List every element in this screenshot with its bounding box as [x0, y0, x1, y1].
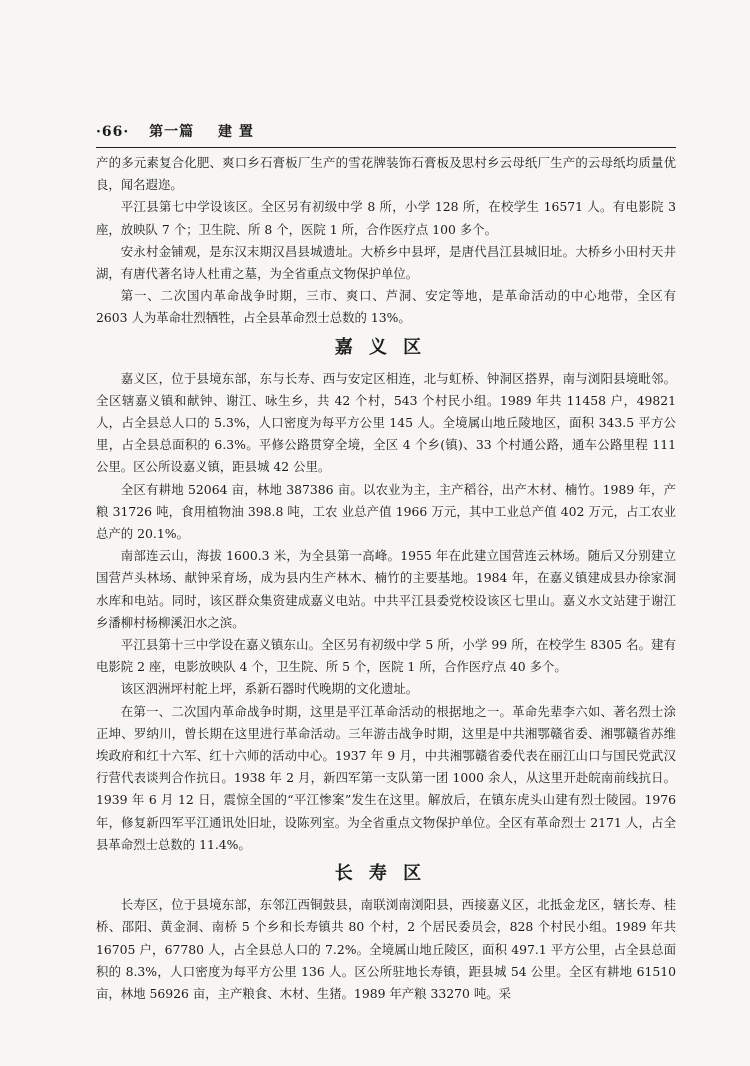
paragraph: 在第一、二次国内革命战争时期，这里是平江革命活动的根据地之一。革命先辈李六如、著名烈士涂正坤、罗纳川，曾长期在这里进行革命活动。三年游击战争时期，这里是中共湘鄂赣省委、湘鄂赣省苏维埃政府和红十六军、红十六师的活动中心。1937 年 9 月，中共湘鄂赣省委代表在丽江山口与国民党武汉行营代表谈判合作抗日。1938 年 2 月，新四军第一支队第一团 1000 余人，从这里开赴皖南前线抗日。1939 年 6 月 12 日，震惊全国的“平江惨案”发生在这里。解放后，在镇东虎头山建有烈士陵园。1976 年，修复新四军平江通讯处旧址，设陈列室。为全省重点文物保护单位。全区有革命烈士 2171 人，占全县革命烈士总数的 11.4%。 [96, 703, 676, 852]
paragraph: 安永村金铺观，是东汉末期汉昌县城遗址。大桥乡中县坪，是唐代昌江县城旧址。大桥乡小田村天井湖，有唐代著名诗人杜甫之墓，为全省重点文物保护单位。 [96, 243, 676, 282]
page-header [96, 121, 676, 145]
paragraph: 长寿区，位于县境东部，东邻江西铜鼓县，南联浏南浏阳县，西接嘉义区，北抵金龙区，辖长寿、桂桥、邵阳、黄金洞、南桥 5 个乡和长寿镇共 80 个村，2 个居民委员会，828 个村民小组。1989 年共 16705 户，67780 人，占全县总人口的 7.2%。全境属山地丘陵区，面积 497.1 平方公里，占全县总面积的 8.3%，人口密度为每平方公里 136 人。区公所驻地长寿镇，距县城 54 公里。全区有耕地 61510 亩，林地 56926 亩，主产粮食、木材、生猪。1989 年产粮 33270 吨。采 [96, 897, 676, 1001]
paragraph: 南部连云山，海拔 1600.3 米，为全县第一高峰。1955 年在此建立国营连云林场。随后又分别建立国营芦头林场、献钟采育场，成为县内生产林木、楠竹的主要基地。1984 年，在嘉义镇建成县办徐家洞水库和电站。同时，该区群众集资建成嘉义电站。中共平江县委党校设该区七里山。嘉义水文站建于谢江乡潘柳村杨柳溪汨水之滨。 [96, 548, 676, 630]
paragraph: 全区有耕地 52064 亩，林地 387386 亩。以农业为主，主产稻谷，出产木材、楠竹。1989 年，产粮 31726 吨，食用植物油 398.8 吨，工农 业总产值 1966 万元，其中工业总产值 402 万元，占工农业总产的 20.1%。 [96, 481, 676, 542]
section-heading-changshou: 长寿区 [334, 863, 438, 885]
chapter-label: 第一篇 [149, 124, 195, 140]
paragraph: 产的多元素复合化肥、爽口乡石膏板厂生产的雪花牌装饰石膏板及思村乡云母纸厂生产的云母纸均质量优良，闻名遐迩。 [96, 155, 676, 193]
paragraph: 平江县第七中学设该区。全区另有初级中学 8 所，小学 128 所，在校学生 16571 人。有电影院 3 座，放映队 7 个；卫生院、所 8 个，医院 1 所，合作医疗点 100 多个。 [96, 199, 676, 237]
section-heading-jiayi: 嘉义区 [334, 336, 438, 358]
paragraph: 嘉义区，位于县境东部，东与长寿、西与安定区相连，北与虹桥、钟洞区搭界，南与浏阳县境毗邻。全区辖嘉义镇和献钟、谢江、咏生乡，共 42 个村，543 个村民小组。1989 年共 11458 户，49821 人，占全县总人口的 5.3%，人口密度为每平方公里 145 人。全境属山地丘陵地区，面积 343.5 平方公里，占全县总面积的 6.3%。平修公路贯穿全境，全区 4 个乡(镇)、33 个村通公路，通车公路里程 111 公里。区公所设嘉义镇，距县城 42 公里。 [96, 370, 676, 475]
paragraph: 平江县第十三中学设在嘉义镇东山。全区另有初级中学 5 所，小学 99 所，在校学生 8305 名。建有电影院 2 座，电影放映队 4 个，卫生院、所 5 个，医院 1 所，合作医疗点 40 多个。 [96, 637, 676, 675]
chapter-title: 建 置 [217, 124, 254, 140]
body-text [96, 152, 676, 1005]
paragraph: 第一、二次国内革命战争时期，三市、爽口、芦洞、安定等地，是革命活动的中心地带，全区有 2603 人为革命壮烈牺牲，占全县革命烈士总数的 13%。 [96, 288, 676, 326]
paragraph: 该区泗洲坪村舵上坪，系新石器时代晚期的文化遗址。 [120, 681, 419, 697]
header-rule [96, 147, 676, 148]
page-number: ·66· [96, 124, 130, 140]
